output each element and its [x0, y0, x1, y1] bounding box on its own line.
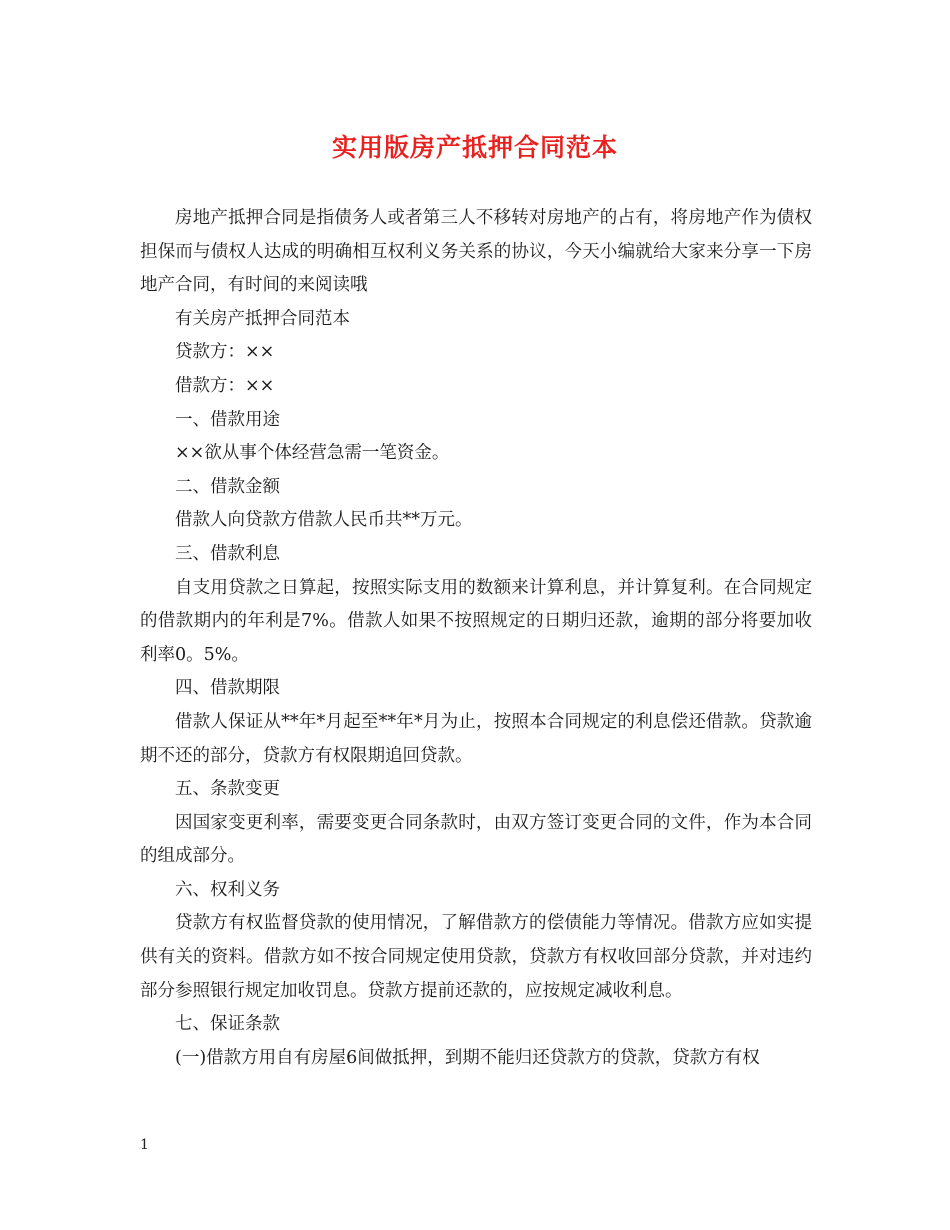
- section-heading-term: 四、借款期限: [175, 678, 280, 699]
- intro-paragraph: 房地产抵押合同是指债务人或者第三人不移转对房地产的占有，将房地产作为债权担保而与债权人达成的明确相互权利义务关系的协议，今天小编就给大家来分享一下房地产合同，有时间的来阅读哦: [140, 208, 812, 296]
- lender-line: 贷款方：××: [175, 342, 275, 363]
- contract-heading: 有关房产抵押合同范本: [175, 308, 350, 329]
- section-text-changes: 因国家变更利率，需要变更合同条款时，由双方签订变更合同的文件，作为本合同的组成部分。: [140, 812, 812, 867]
- section-text-guarantee: (一)借款方用自有房屋6间做抵押，到期不能归还贷款方的贷款，贷款方有权: [175, 1047, 760, 1068]
- page-number: 1: [140, 1137, 149, 1153]
- section-text-rights: 贷款方有权监督贷款的使用情况，了解借款方的偿债能力等情况。借款方应如实提供有关的资料。借款方如不按合同规定使用贷款，贷款方有权收回部分贷款，并对违约部分参照银行规定加收罚息。贷款方提前还款的，应按规定减收利息。: [140, 913, 812, 1001]
- section-text-amount: 借款人向贷款方借款人民币共**万元。: [175, 510, 473, 531]
- section-heading-guarantee: 七、保证条款: [175, 1014, 280, 1035]
- document-title: 实用版房产抵押合同范本: [331, 133, 618, 162]
- section-heading-interest: 三、借款利息: [175, 543, 280, 564]
- section-heading-changes: 五、条款变更: [175, 779, 280, 800]
- section-heading-purpose: 一、借款用途: [175, 409, 280, 430]
- document-body: [140, 202, 812, 1075]
- borrower-line: 借款方：××: [175, 375, 275, 396]
- section-heading-rights: 六、权利义务: [175, 879, 280, 900]
- section-text-term: 借款人保证从**年*月起至**年*月为止，按照本合同规定的利息偿还借款。贷款逾期不还的部分，贷款方有权限期追回贷款。: [140, 711, 812, 766]
- section-text-purpose: ××欲从事个体经营急需一笔资金。: [175, 443, 450, 464]
- section-heading-amount: 二、借款金额: [175, 476, 280, 497]
- section-text-interest: 自支用贷款之日算起，按照实际支用的数额来计算利息，并计算复利。在合同规定的借款期内的年利是7%。借款人如果不按照规定的日期归还款，逾期的部分将要加收利率0。5%。: [140, 577, 812, 665]
